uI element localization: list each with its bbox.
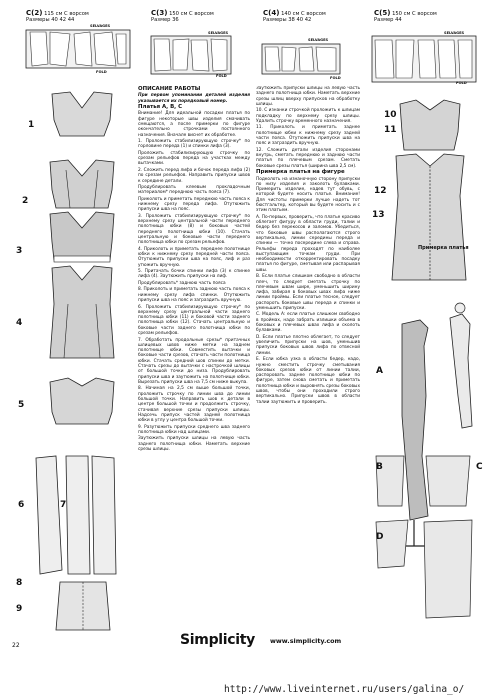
selvages-label: SELVAGES [444,31,465,35]
fold-label: FOLD [330,76,341,80]
layout-length: 115 см [44,11,63,17]
paragraph: 6. Проложить стабилизирующую строчку* по верхнему срезу центральной части заднего полотнища юбки (11) и боковой части заднего полотнища юбки (12). Стачать центральную и боковые части заднего полотнища юбки по срезам рельефов. [138,304,250,337]
step-number: 12 [374,186,387,196]
paragraph: Заутюжить припуски шлицы на левую часть заднего полотнища юбки. Наметать верхние срезы шлицы. [138,436,250,452]
layout-sizes: Размер 44 [374,17,402,24]
paragraph: C. Модель А: если платье слишком свободно в проймах, надо забрать излишки объема в боковых и плечевых швах лифа и сколоть булавками. [256,312,360,334]
paragraph: E. Если юбка узка в области бедер, надо, нужно сместить строчку сметывания боковых срезов юбки от линии талии, распоровать заднее полотнище юбки по фигуре, затем снова сметать и приметать полотнища юбки и выровнять срезы боковых швов, чтобы они проходили строго вертикально. Припуски швов в области талии заутюжить и проверить. [256,357,360,405]
detail-letter: C [476,462,483,472]
layout-sizes: Размеры 38 40 42 [263,17,312,24]
figure-caption: Примерка платья [418,245,469,251]
step-number: 8 [16,578,23,588]
watermark-url: http://www.liveinternet.ru/users/galina_o/ [224,684,465,695]
step-number: 4 [16,318,23,328]
layout-header-3 [263,10,358,23]
step-number: 10 [384,110,397,120]
step-number: 13 [372,210,385,220]
page-number: 22 [12,642,20,649]
intro-text: При первом упоминании деталей изделия указывается их порядковый номер. [138,93,250,104]
layout-code: C(4) [263,9,280,17]
layout-header-2 [151,10,241,23]
paragraph: Внимание! Для идеальной посадки платья по фигуре некоторые швы изделия смачивать смещаются, а после примерки по фигуре окончательно строчками постоянного назначения. Вначале виснет их обработке. [138,111,250,138]
paragraph: 7. Обработать продольные срезы* притачных шлицевых швов ниже метки на заднем полотнище юбки. Совместить вытачки и боковые части срезов, стачать части полотнища юбки. Стачать средний шов спинки до метки. Стачать срезы до вытачки с настрочкой шлицы от большой точки до низа. Продублировать припуски шва и заутюжить на полотнище юбки. Вырезать припуски шва на 7,5 см ниже выкупа. [138,337,250,385]
fitting-title: Примерка платья на фигуре [256,169,345,176]
paragraph: 8. Начиная на 2,5 см выше большой точки, проложить строчку по линии шва до линии большой точки. Направить шов к детали в центре большой точки и продолжить строчку, стачивая верхние срезы припуски шлицы. Надсечь припуск частей задней полотнища юбки в углу у центра большой точки. [138,386,250,424]
detail-letter: D [376,532,384,542]
layout-fabric: С ворсом [412,11,437,17]
layout-sizes: Размеры 40 42 44 [26,17,75,24]
paragraph: Продублировать клеевым прокладочным материалом* переднюю часть пояса (7). [138,184,250,196]
section-title: ОПИСАНИЕ РАБОТЫ [138,86,201,92]
selvages-label: SELVAGES [90,24,111,28]
layout-code: C(5) [374,9,391,17]
paragraph: Продублировать* заднюю часть пояса [138,280,226,286]
step-number: 9 [16,604,23,614]
brand-website: www.simplicity.com [270,637,342,645]
paragraph: 1. Проложить стабилизирующую строчку* по горловине переда (1) и спинки лифа (3). [138,139,250,150]
layout-length: 150 см [392,11,411,17]
paragraph: 3. Проложить стабилизирующую строчку* по верхнему срезу центральной части переднего полотнища юбки (8) и боковых частей переднего полотнища юбки (10). Стачать центральную и боковые части переднего полотнища юбки по срезам рельефов. [138,213,250,246]
fold-label: FOLD [216,74,227,78]
paragraph: Приколоть и приметать переднюю часть пояса к нижнему срезу переда лифа. Отутюжить припуски шва на пояс. [138,196,250,213]
layout-header-4 [374,10,474,23]
layout-length: 150 см [169,11,188,17]
selvages-label: SELVAGES [308,38,329,42]
paragraph: 5. Притачать бочки спинки лифа (3) к спинке лифа (4). Заутюжить припуски на лиф. [138,269,250,280]
step-illustrations [30,90,135,630]
layout-code: C(2) [26,9,43,17]
cutting-layout-3 [262,44,342,80]
paragraph: 8. Приколоть и приметать заднюю часть пояса к нижнему срезу лифа спинки. Отутюжить припуски шва на пояс и заграздить вручную. [138,287,250,304]
step-number: 11 [384,125,397,135]
layout-sizes: Размер 36 [151,17,179,24]
paragraph: 2. Сложить перед лифа и бочок переда лифа (2) по срезам рельефов. Направить припуски швов к середине детали. [138,167,250,184]
layout-fabric: С ворсом [189,11,214,17]
detail-letter: B [376,462,383,472]
step-number: 2 [22,196,29,206]
layout-header-1 [26,10,128,23]
step-number: 1 [28,120,35,130]
instructions-column-2 [256,86,360,646]
paragraph: Подколоть на изнаночную сторону припуски по низу изделия и заколоть булавками. Примерить изделие, надев тут обувь, с которой будете носить платье. Внимание! Для чистоты примерки лучше надеть тот бюстгальтер, который вы будете носить и с этим платьем. [256,176,360,214]
paragraph: D. Если платье плотно облегает, то следует увеличить припуски на шов, уменьшив припуски боковых швов лифа по отвесной линии. [256,334,360,356]
selvages-label: SELVAGES [208,31,229,35]
instructions-column-1 [138,86,250,646]
paragraph: B. Если платье слишком свободно в области плеч, то следует сметать строчку по плечевым швам шире, уменьшить ширину лифа, забирая в боковых швах лифа ниже линии проймы. Если платье тесное, следует распороть боковые швы переда и спинки и уменьшить припуски. [256,274,360,311]
step-number: 6 [18,500,25,510]
layout-fabric: С ворсом [301,11,326,17]
fold-label: FOLD [96,70,107,74]
paragraph: 10. С изнанки строчкой проложить к шлицам подкладку по верхнему срезу шлицы. Удалить строчку временного назначения. [256,108,360,124]
step-number: 5 [18,400,25,410]
layout-length: 140 см [281,11,300,17]
right-illustrations [366,96,486,656]
step-number: 7 [60,500,67,510]
layout-code: C(3) [151,9,168,17]
brand-logo: Simplicity [180,632,256,648]
detail-letter: А [376,366,383,376]
paragraph: А. По-первых, проверить, что платье красиво облегает фигуру в области груди, талии и бедер без перекосов и заломов. Убедиться, что боковые швы располагаются строго вертикально, линии середины переда и спинки — точно посередине слева и справа. Рельефы переда проходят по наиболее выступающим точкам груди. При необходимости откорректировать посадку платья по фигуре, сметывая или распарывая швы. [256,214,360,273]
cutting-layout-1 [26,24,130,76]
paragraph: 11. Приколоть и приметать заднее полотнище юбки к нижнему срезу задней части пояса. Отутюжить припуски шва на пояс и заграздить вручную. [256,125,360,147]
step-number: 3 [16,246,23,256]
paragraph: Проложить стабилизирующую строчку по срезам рельефов переда на участках между вытачками. [138,150,250,167]
paragraph: Заутюжить припуски шлицы на левую часть заднего полотнища юбки. Наметать верхние срезы шлиц вверху припусков на обработку шлицы. [256,86,360,107]
paragraph: 12. Сложить детали изделия сторонами внутрь, сметать переднюю и заднюю части платья по плечевым срезам. Сметать боковые срезы платья (ширина шва 2,5 см). [256,147,360,169]
fold-label: FOLD [456,81,467,85]
paragraph: 9. Разутюжить припуски среднего шва заднего полотнища юбки над шлицами. [138,424,250,435]
paragraph: 4. Приколоть и приметать переднее полотнище юбки к нижнему срезу передней части пояса. Отутюжить припуски шва на пояс, лиф и раз утюжить вручную. [138,246,250,268]
dress-title: Платья А, B, C [138,104,183,111]
layout-fabric: С ворсом [64,11,89,17]
